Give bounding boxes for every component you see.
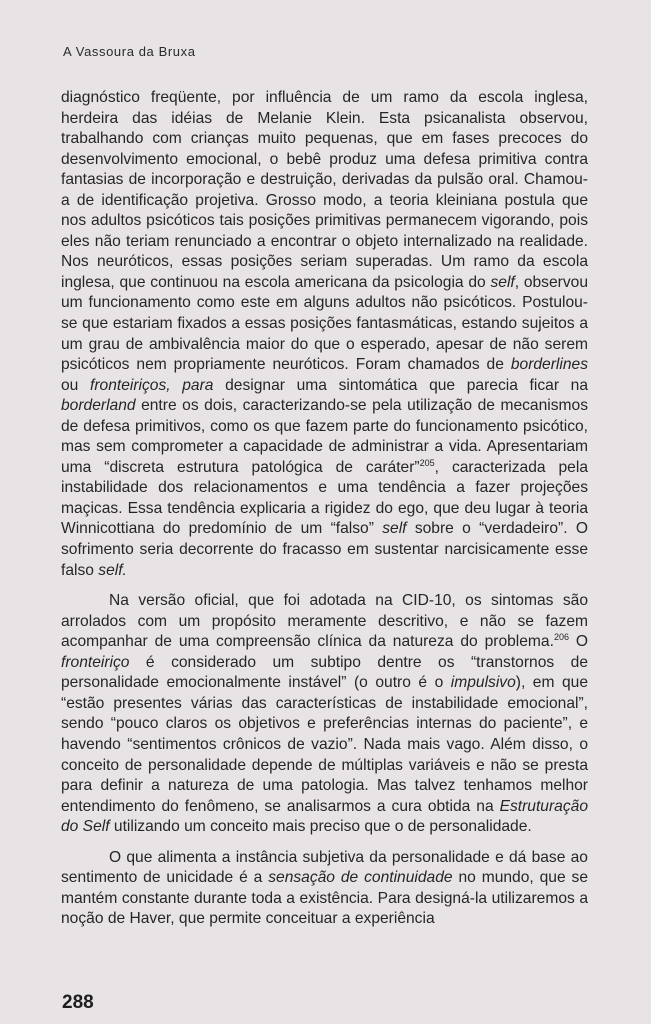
italic-run: self — [382, 520, 407, 538]
text-run: utilizando um conceito mais preciso que o de personalidade. — [109, 818, 532, 836]
italic-run: sensação de continuidade — [268, 869, 453, 887]
paragraph-3 — [61, 848, 588, 930]
text-run: é considerado um subtipo dentre os “transtornos de personalidade emocionalmente instável” (o outro é o — [61, 653, 588, 692]
text-run: no mundo, que se mantém constante durante toda a existência. Para designá-la utilizaremos a noção de Haver, que permite conceituar a experiência — [61, 869, 588, 928]
italic-run: self. — [98, 561, 127, 579]
italic-run: fronteiriços, para — [90, 376, 214, 394]
text-run: designar uma sintomática que parecia ficar na — [213, 376, 589, 394]
running-head: A Vassoura da Bruxa — [63, 44, 196, 59]
footnote-ref: 206 — [553, 632, 569, 643]
text-run: ), em que “estão presentes várias das características de instabilidade emocional”, sendo “pouco claros os objetivos e preferências internas do paciente”, e havendo “sentimentos crônicos de vazio”. Nada mais vago. Além disso, o conceito de personalidade depende de múltiplas variáveis e não se presta para definir a natureza de uma patologia. Mas talvez tenhamos melhor entendimento do fenômeno, se analisarmos a cura obtida na — [61, 674, 588, 815]
paragraph-2 — [61, 591, 588, 838]
footnote-ref: 205 — [419, 457, 435, 468]
text-run: , caracterizada pela instabilidade dos relacionamentos e uma tendência a fazer projeções maçicas. Essa tendência explicaria a rigidez do ego, que deu lugar à teoria Winnicottiana do predomínio de um “falso” — [61, 458, 588, 538]
italic-run: borderlines — [510, 356, 588, 374]
text-run: sobre o “verdadeiro”. O sofrimento seria decorrente do fracasso em sustentar narcisicamente esse falso — [61, 520, 589, 579]
text-run: diagnóstico freqüente, por influência de um ramo da escola inglesa, herdeira das idéias de Melanie Klein. Esta psicanalista observou, trabalhando com crianças muito pequenas, que em fases precoces do desenvolvimento emocional, o bebê produz uma defesa primitiva contra fantasias de incorporação e destruição, derivadas da pulsão oral. Chamou-a de identificação projetiva. Grosso modo, a teoria kleiniana postula que nos adultos psicóticos tais posições primitivas permanecem vigorando, pois eles não teriam renunciado a encontrar o objeto internalizado na realidade. Nos neuróticos, essas posições seriam superadas. Um ramo da escola inglesa, que continuou na escola americana da psicologia do — [61, 89, 588, 291]
text-run: Na versão oficial, que foi adotada na CID-10, os sintomas são arrolados com um propósito meramente descritivo, e não se fazem acompanhar de uma compreensão clínica da natureza do problema. — [61, 592, 588, 651]
italic-run: self — [490, 273, 515, 291]
italic-run: fronteiriço — [61, 653, 130, 671]
body-text — [61, 88, 588, 930]
italic-run: impulsivo — [450, 674, 516, 692]
italic-run: borderland — [61, 397, 136, 415]
text-run: entre os dois, caracterizando-se pela utilização de mecanismos de defesa primitivos, como os que fazem parte do funcionamento psicótico, mas sem comprometer a capacidade de administrar a vida. Apresentariam uma “discreta estrutura patológica de caráter” — [61, 397, 588, 476]
text-run: , observou um funcionamento como este em alguns adultos não psicóticos. Postulou-se que estariam fixados a essas posições fantasmáticas, estando sujeitos a um grau de ambivalência maior do que o esperado, apesar de não serem psicóticos nem propriamente neuróticos. Foram chamados de — [61, 273, 588, 374]
italic-run: Estruturação do Self — [61, 797, 588, 836]
page-number: 288 — [62, 992, 94, 1013]
text-run: O que alimenta a instância subjetiva da personalidade e dá base ao sentimento de unicidade é a — [61, 848, 588, 887]
text-run: ou — [61, 376, 90, 394]
text-run: O — [568, 633, 588, 651]
paragraph-1 — [61, 88, 588, 581]
